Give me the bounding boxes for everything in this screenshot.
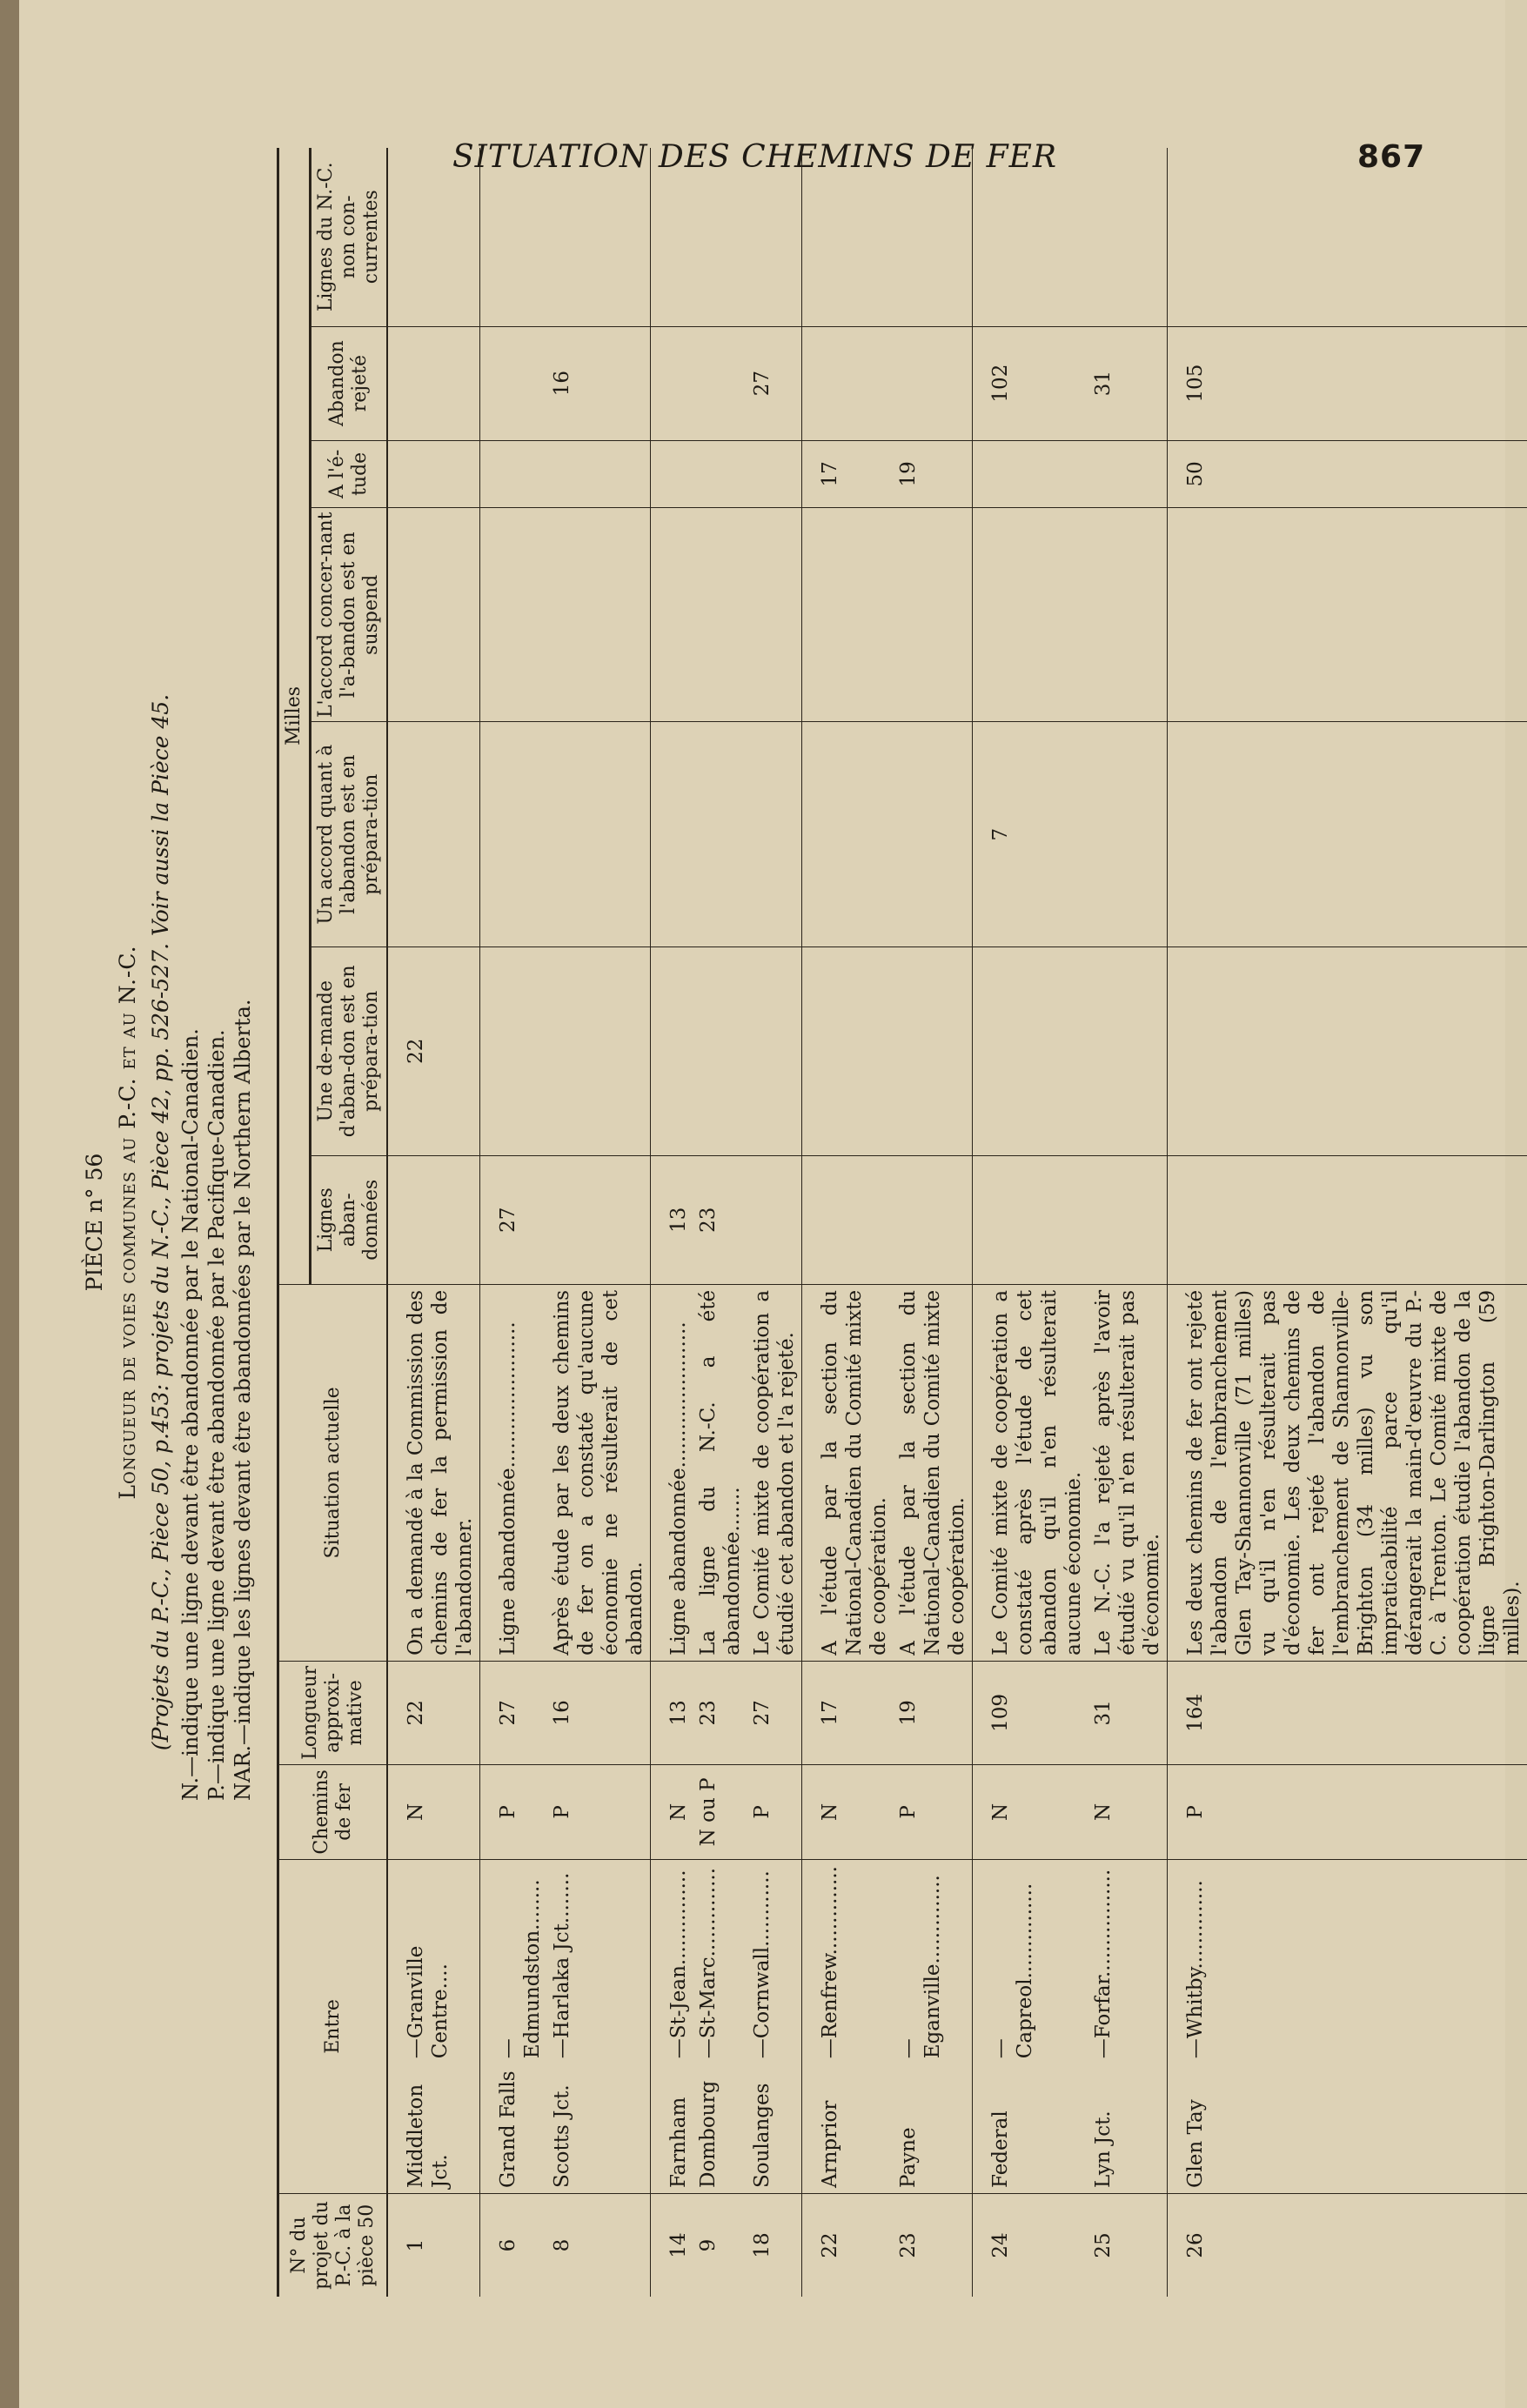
cell-status: La ligne du N.-C. a été abandonnée....... — [693, 1284, 747, 1661]
table-row — [1088, 148, 1168, 2297]
cell-accord — [387, 722, 480, 946]
cell-from: Grand Falls — [480, 2064, 548, 2193]
cell-susp — [651, 508, 694, 723]
cell-dem: 22 — [387, 946, 480, 1155]
col-header-chemins: Chemins de fer — [278, 1764, 388, 1859]
cell-susp — [480, 508, 548, 723]
cell-etude — [1088, 440, 1168, 507]
cell-no: 6 — [480, 2194, 548, 2298]
cell-no: 24 — [973, 2194, 1089, 2298]
cell-dem — [651, 946, 694, 1155]
cell-accord — [651, 722, 694, 946]
cell-from: Lyn Jct. — [1088, 2064, 1168, 2193]
cell-aban — [1088, 1155, 1168, 1284]
cell-length: 19 — [894, 1661, 973, 1764]
cell-susp — [973, 508, 1089, 723]
cell-length: 27 — [480, 1661, 548, 1764]
cell-accord — [802, 722, 894, 946]
cell-susp — [747, 508, 802, 723]
legend-item: N.—indique une ligne devant être abandonnée par le National-Canadien. — [178, 1028, 203, 1801]
cell-etude: 17 — [802, 440, 894, 507]
cell-from: Farnham — [651, 2064, 694, 2193]
cell-length: 109 — [973, 1661, 1089, 1764]
cell-accord — [480, 722, 548, 946]
cell-to: —Edmundston........ — [480, 1859, 548, 2064]
exhibit-subtitle: Longueur de voies communes au P.-C. et au N.-C. — [115, 945, 140, 1500]
cell-etude — [651, 440, 694, 507]
cell-rejete: 31 — [1088, 326, 1168, 440]
cell-aban — [1168, 1155, 1527, 1284]
cell-to: —Eganville.............. — [897, 1875, 944, 2059]
cell-from: Arnprior — [802, 2064, 894, 2193]
cell-susp — [547, 508, 651, 723]
legend-item: NAR.—indique les lignes devant être abandonnées par le Northern Alberta. — [231, 999, 255, 1801]
cell-to: —St-Jean............... — [651, 1859, 694, 2064]
cell-rail: N — [387, 1764, 480, 1859]
col-header-abandonnees: Lignes aban-données — [311, 1155, 388, 1284]
cell-susp — [693, 508, 747, 723]
cell-rejete — [651, 326, 694, 440]
cell-rail: P — [747, 1764, 802, 1859]
cell-dem — [547, 946, 651, 1155]
cell-no: 23 — [897, 2232, 920, 2258]
cell-etude — [480, 440, 548, 507]
table-body — [387, 148, 1527, 2297]
cell-status: Ligne abandonnée....................... — [480, 1284, 548, 1661]
cell-etude — [387, 440, 480, 507]
cell-dem — [802, 946, 894, 1155]
cell-status: A l'étude par la section du National-Canadien du Comité mixte de coopération. — [894, 1284, 973, 1661]
cell-status: Les deux chemins de fer ont rejeté l'abandon de l'embranchement Glen Tay-Shannonville (71 milles) vu qu'il n'en résulterait pas d'économie. Les deux chemins de fer ont rejeté l'abandon de l'embranchement de Shannonville-Brighton (34 milles) vu son impraticabilité parce qu'il dérangerait la main-d'œuvre du P.-C. à Trenton. Le Comité mixte de coopération étudie l'abandon de la ligne Brighton-Darlington (59 milles). — [1168, 1284, 1527, 1661]
cell-dem — [1168, 946, 1527, 1155]
table-row — [693, 148, 747, 2297]
cell-rejete: 16 — [547, 326, 651, 440]
table-row — [480, 148, 548, 2297]
cell-to: —Cornwall............ — [751, 1870, 774, 2059]
cell-rejete — [693, 326, 747, 440]
cell-nonc — [894, 148, 973, 326]
cell-nonc — [973, 148, 1089, 326]
cell-dem — [973, 946, 1089, 1155]
cell-rail: N — [651, 1764, 694, 1859]
col-header-suspend: L'accord concer-nant l'a-bandon est en suspend — [311, 508, 388, 723]
cell-aban: 23 — [693, 1155, 747, 1284]
cell-to: —Forfar................. — [1092, 1869, 1115, 2059]
col-header-entre: Entre — [278, 1859, 388, 2193]
cell-nonc — [387, 148, 480, 326]
cell-rail: N ou P — [693, 1764, 747, 1859]
col-header-no: N° du projet du P.-C. à la pièce 50 — [278, 2194, 388, 2298]
cell-dem — [894, 946, 973, 1155]
table-row — [973, 148, 1089, 2297]
cell-no: 1 — [405, 2238, 427, 2252]
cell-etude: 50 — [1168, 440, 1527, 507]
cell-rail: N — [802, 1764, 894, 1859]
rotated-content — [78, 148, 1524, 2297]
cell-status: Le N.-C. l'a rejeté après l'avoir étudié vu qu'il n'en résulterait pas d'économie. — [1088, 1284, 1168, 1661]
col-header-longueur: Longueur approxi-mative — [278, 1661, 388, 1764]
cell-accord: 7 — [973, 722, 1089, 946]
cell-rejete: 105 — [1168, 326, 1527, 440]
cell-nonc — [480, 148, 548, 326]
cell-aban — [802, 1155, 894, 1284]
cell-aban — [973, 1155, 1089, 1284]
cell-dem — [747, 946, 802, 1155]
cell-length: 27 — [747, 1661, 802, 1764]
cell-from: Payne — [894, 2064, 973, 2193]
cell-no: 8 — [551, 2238, 573, 2252]
cell-rail: P — [894, 1764, 973, 1859]
cell-aban — [894, 1155, 973, 1284]
cell-rail: N — [973, 1764, 1089, 1859]
cell-etude — [973, 440, 1089, 507]
cell-from: Federal — [973, 2064, 1089, 2193]
page-number: 867 — [1357, 139, 1426, 175]
col-header-accord: Un accord quant à l'abandon est en prépara-tion — [311, 722, 388, 946]
col-header-etude: A l'é-tude — [311, 440, 388, 507]
cell-susp — [802, 508, 894, 723]
col-header-milles: Milles — [278, 148, 311, 1284]
cell-susp — [1088, 508, 1168, 723]
cell-etude: 19 — [894, 440, 973, 507]
cell-nonc — [547, 148, 651, 326]
cell-aban: 13 — [651, 1155, 694, 1284]
binding-edge — [0, 0, 19, 2408]
cell-no: 25 — [1092, 2232, 1115, 2258]
table-row — [1168, 148, 1527, 2297]
cell-accord — [1088, 722, 1168, 946]
cell-accord — [547, 722, 651, 946]
cell-to: —Harlaka Jct........ — [551, 1872, 573, 2059]
cell-nonc — [802, 148, 894, 326]
cell-aban — [547, 1155, 651, 1284]
table-row — [747, 148, 802, 2297]
cell-rail: P — [480, 1764, 548, 1859]
table-row — [894, 148, 973, 2297]
cell-rail: P — [1168, 1764, 1527, 1859]
cell-to: —Capreol............... — [973, 1859, 1089, 2064]
cell-no: 22 — [802, 2194, 894, 2298]
cell-no: 26 — [1168, 2194, 1527, 2298]
cell-status: Le Comité mixte de coopération a étudié cet abandon et l'a rejeté. — [747, 1284, 802, 1661]
cell-length: 23 — [693, 1661, 747, 1764]
exhibit-title: PIÈCE n° 56 — [82, 1153, 107, 1292]
cell-aban — [747, 1155, 802, 1284]
cell-accord — [693, 722, 747, 946]
cell-aban: 27 — [480, 1155, 548, 1284]
cell-rejete — [480, 326, 548, 440]
cell-rail: P — [547, 1764, 651, 1859]
cell-accord — [894, 722, 973, 946]
table-row — [547, 148, 651, 2297]
table-row — [651, 148, 694, 2297]
cell-from: Scotts Jct. — [547, 2064, 651, 2193]
cell-rejete — [802, 326, 894, 440]
table-row — [387, 148, 480, 2297]
cell-length: 164 — [1168, 1661, 1527, 1764]
cell-rejete — [387, 326, 480, 440]
col-header-situation: Situation actuelle — [278, 1284, 388, 1661]
legend — [177, 148, 256, 1801]
cell-dem — [480, 946, 548, 1155]
col-header-non-concurrentes: Lignes du N.-C. non con-currentes — [311, 148, 388, 326]
cell-dem — [693, 946, 747, 1155]
cell-rail: N — [1088, 1764, 1168, 1859]
cell-status: Le Comité mixte de coopération a constaté après l'étude de cet abandon qu'il n'en résulterait aucune économie. — [973, 1284, 1089, 1661]
cell-susp — [387, 508, 480, 723]
cell-no: 18 — [751, 2232, 774, 2258]
cell-accord — [1168, 722, 1527, 946]
data-table — [277, 148, 1527, 2297]
cell-status: Après étude par les deux chemins de fer on a constaté qu'aucune économie ne résulterait de cet abandon. — [547, 1284, 651, 1661]
cell-length: 13 — [651, 1661, 694, 1764]
col-header-rejete: Abandon rejeté — [311, 326, 388, 440]
cell-from: Soulanges — [747, 2064, 802, 2193]
col-header-demande: Une de-mande d'aban-don est en prépara-tion — [311, 946, 388, 1155]
cell-no: 9 — [697, 2238, 720, 2252]
cell-etude — [747, 440, 802, 507]
cell-length: 17 — [802, 1661, 894, 1764]
cell-etude — [547, 440, 651, 507]
exhibit-reference: (Projets du P.-C., Pièce 50, p.453: projets du N.-C., Pièce 42, pp. 526-527. Voir aussi la Pièce 45. — [148, 693, 173, 1751]
cell-susp — [1168, 508, 1527, 723]
cell-nonc — [1168, 148, 1527, 326]
cell-to: —Renfrew.............. — [802, 1859, 894, 2064]
cell-length: 16 — [547, 1661, 651, 1764]
cell-from: Dombourg — [693, 2064, 747, 2193]
cell-to: —St-Marc.............. — [697, 1867, 720, 2059]
cell-rejete: 27 — [747, 326, 802, 440]
running-title: SITUATION DES CHEMINS DE FER — [452, 139, 1057, 175]
cell-rejete — [894, 326, 973, 440]
cell-rejete: 102 — [973, 326, 1089, 440]
cell-status: A l'étude par la section du National-Canadien du Comité mixte de coopération. — [802, 1284, 894, 1661]
cell-no: 14 — [651, 2194, 694, 2298]
cell-to: —Granville Centre.... — [405, 1945, 452, 2059]
cell-to: —Whitby.............. — [1168, 1859, 1527, 2064]
cell-status: Ligne abandonnée....................... — [651, 1284, 694, 1661]
table-row — [802, 148, 894, 2297]
cell-susp — [894, 508, 973, 723]
cell-nonc — [1088, 148, 1168, 326]
cell-dem — [1088, 946, 1168, 1155]
cell-from: Glen Tay — [1168, 2064, 1527, 2193]
cell-accord — [747, 722, 802, 946]
cell-from: Middleton Jct. — [387, 2064, 480, 2193]
cell-nonc — [747, 148, 802, 326]
cell-etude — [693, 440, 747, 507]
legend-item: P.—indique une ligne devant être abandonnée par le Pacifique-Canadien. — [204, 1029, 229, 1801]
cell-status: On a demandé à la Commission des chemins de fer la permission de l'abandonner. — [387, 1284, 480, 1661]
cell-length: 31 — [1088, 1661, 1168, 1764]
cell-nonc — [651, 148, 694, 326]
cell-aban — [387, 1155, 480, 1284]
cell-length: 22 — [387, 1661, 480, 1764]
cell-nonc — [693, 148, 747, 326]
